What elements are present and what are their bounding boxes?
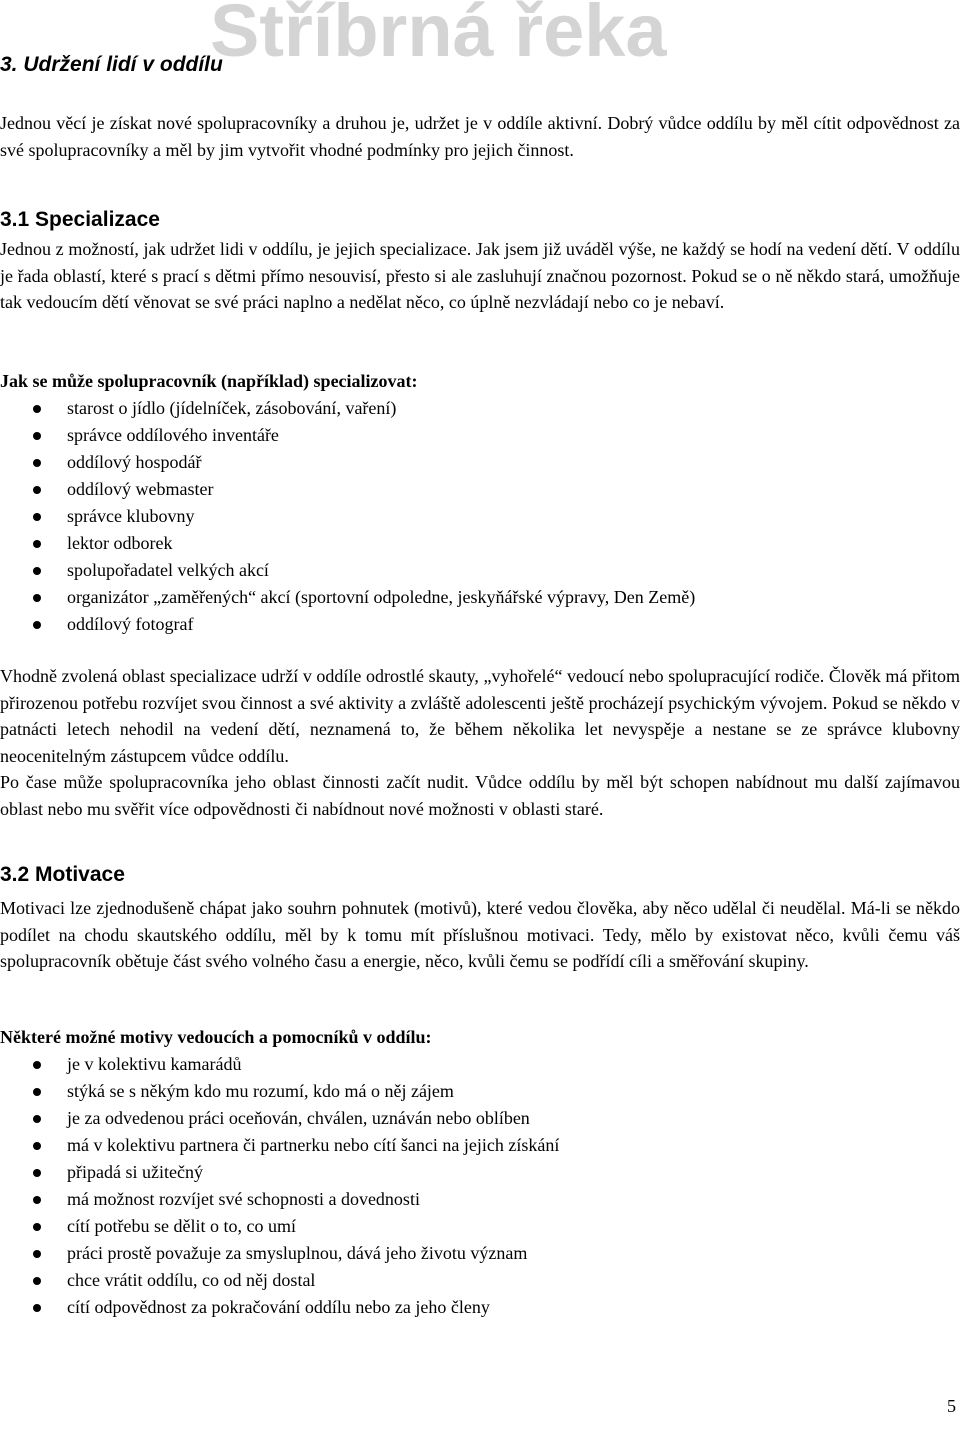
list-item: je za odvedenou práci oceňován, chválen, uznáván nebo oblíben [0,1105,960,1132]
section-specializace [0,205,960,235]
bullet-icon [33,1196,41,1204]
list-item: práci prostě považuje za smysluplnou, dává jeho životu význam [0,1240,960,1267]
specializace-paragraph-block [0,236,960,316]
bullet-icon [33,459,41,467]
bullet-icon [33,486,41,494]
section-motivace [0,860,960,890]
bullet-icon [33,1250,41,1258]
motivace-list-lead: Některé možné motivy vedoucích a pomocníků v oddílu: [0,1027,432,1047]
bullet-icon [33,1277,41,1285]
bullet-icon [33,432,41,440]
specializace-list [0,395,960,638]
bullet-icon [33,567,41,575]
bullet-icon [33,1115,41,1123]
list-item: oddílový fotograf [0,611,960,638]
watermark-title: Stříbrná řeka [210,0,667,72]
specializace-list-block [0,368,960,638]
bullet-icon [33,513,41,521]
motivace-list [0,1051,960,1321]
list-item: chce vrátit oddílu, co od něj dostal [0,1267,960,1294]
list-item: má v kolektivu partnera či partnerku nebo cítí šanci na jejich získání [0,1132,960,1159]
bullet-icon [33,621,41,629]
bullet-icon [33,1088,41,1096]
list-item: cítí odpovědnost za pokračování oddílu nebo za jeho členy [0,1294,960,1321]
list-item: organizátor „zaměřených“ akcí (sportovní odpoledne, jeskyňářské výpravy, Den Země) [0,584,960,611]
list-item: spolupořadatel velkých akcí [0,557,960,584]
list-item: starost o jídlo (jídelníček, zásobování, vaření) [0,395,960,422]
list-item: stýká se s někým kdo mu rozumí, kdo má o něj zájem [0,1078,960,1105]
list-item: správce oddílového inventáře [0,422,960,449]
bullet-icon [33,1304,41,1312]
list-item: připadá si užitečný [0,1159,960,1186]
page-number: 5 [947,1396,956,1416]
specializace-list-lead: Jak se může spolupracovník (například) specializovat: [0,371,418,391]
list-item: správce klubovny [0,503,960,530]
specializace-paragraph: Jednou z možností, jak udržet lidi v oddílu, je jejich specializace. Jak jsem již uváděl výše, ne každý se hodí na vedení dětí. V oddílu je řada oblastí, které s prací s dětmi přímo nesouvisí, přesto si ale zasluhují značnou pozornost. Pokud se o ně někdo stará, umožňuje tak vedoucím dětí věnovat se své práci naplno a nedělat něco, co úplně nezvládají nebo co je nebaví. [0,239,960,313]
bullet-icon [33,1142,41,1150]
bullet-icon [33,1061,41,1069]
bullet-icon [33,1169,41,1177]
list-item: lektor odborek [0,530,960,557]
motivace-paragraph-block [0,895,960,975]
specializace-closing-2: Po čase může spolupracovníka jeho oblast činnosti začít nudit. Vůdce oddílu by měl být schopen nabídnout mu další zajímavou oblast nebo mu svěřit více odpovědnosti či nabídnout nové možnosti v oblasti staré. [0,772,960,819]
bullet-icon [33,405,41,413]
bullet-icon [33,1223,41,1231]
list-item: oddílový webmaster [0,476,960,503]
motivace-paragraph: Motivaci lze zjednodušeně chápat jako souhrn pohnutek (motivů), které vedou člověka, aby něco udělal či neudělal. Má-li se někdo podílet na chodu skautského oddílu, měl by k tomu mít příslušnou motivaci. Tedy, mělo by existovat něco, kvůli čemu váš spolupracovník obětuje část svého volného času a energie, něco, kvůli čemu se podřídí cíli a směřování skupiny. [0,898,960,972]
intro-paragraph: Jednou věcí je získat nové spolupracovníky a druhou je, udržet je v oddíle aktivní. Dobrý vůdce oddílu by měl cítit odpovědnost za své spolupracovníky a měl by jim vytvořit vhodné podmínky pro jejich činnost. [0,113,960,160]
intro-block [0,110,960,163]
list-item: oddílový hospodář [0,449,960,476]
specializace-closing-block [0,663,960,823]
list-item: má možnost rozvíjet své schopnosti a dovednosti [0,1186,960,1213]
bullet-icon [33,594,41,602]
section-heading-specializace: 3.1 Specializace [0,208,160,231]
list-item: je v kolektivu kamarádů [0,1051,960,1078]
list-item: cítí potřebu se dělit o to, co umí [0,1213,960,1240]
bullet-icon [33,540,41,548]
section-heading-motivace: 3.2 Motivace [0,863,125,886]
specializace-closing-1: Vhodně zvolená oblast specializace udrží v oddíle odrostlé skauty, „vyhořelé“ vedoucí nebo spolupracující rodiče. Člověk má přitom přirozenou potřebu rozvíjet svou činnost a své aktivity a zvláště adolescenti ještě procházejí psychickým vývojem. Pokud se někdo v patnácti letech nehodil na vedení dětí, neznamená to, že během několika let nevyspěje a nestane se ze správce klubovny neocenitelným zástupcem vůdce oddílu. [0,666,960,766]
chapter-title: 3. Udržení lidí v oddílu [0,53,223,76]
motivace-list-block [0,1024,960,1321]
